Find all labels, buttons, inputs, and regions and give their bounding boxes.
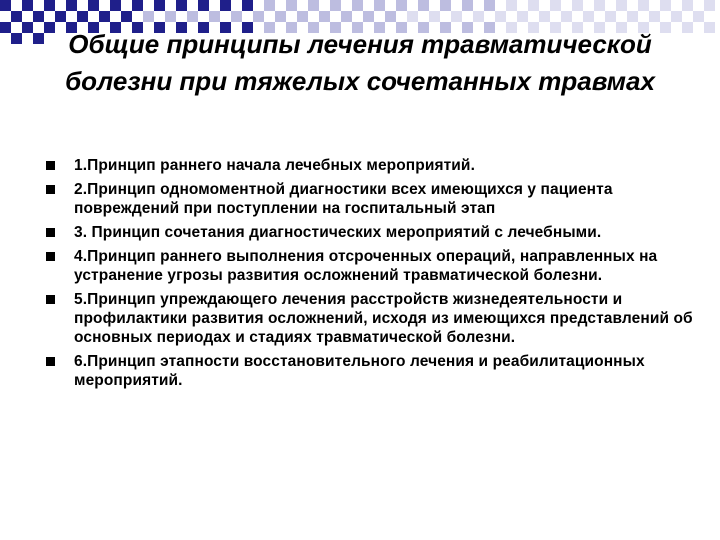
deco-square [275, 11, 286, 22]
deco-square [385, 11, 396, 22]
deco-square [462, 0, 473, 11]
deco-square [0, 22, 11, 33]
deco-square [220, 0, 231, 11]
deco-square [33, 11, 44, 22]
deco-square [627, 11, 638, 22]
bullet-text: 2.Принцип одномоментной диагностики всех имеющихся у пациента повреждений при поступлении на госпитальный этап [74, 181, 613, 217]
deco-square [0, 0, 11, 11]
deco-square [11, 11, 22, 22]
deco-square [154, 0, 165, 11]
deco-square [616, 0, 627, 11]
deco-square [341, 11, 352, 22]
deco-square [517, 11, 528, 22]
deco-square [55, 11, 66, 22]
square-bullet-icon [46, 357, 55, 366]
deco-square [561, 11, 572, 22]
deco-square [110, 0, 121, 11]
bullet-text: 1.Принцип раннего начала лечебных мероприятий. [74, 157, 475, 174]
deco-square [506, 0, 517, 11]
deco-square [638, 0, 649, 11]
square-bullet-icon [46, 252, 55, 261]
bullet-item [46, 180, 696, 218]
deco-square [473, 11, 484, 22]
deco-square [209, 11, 220, 22]
bullet-item [46, 223, 696, 242]
deco-square [682, 0, 693, 11]
square-bullet-icon [46, 228, 55, 237]
deco-square [605, 11, 616, 22]
deco-square [550, 0, 561, 11]
deco-square [440, 0, 451, 11]
deco-square [693, 11, 704, 22]
deco-square [231, 11, 242, 22]
deco-square [253, 11, 264, 22]
deco-square [572, 0, 583, 11]
deco-square [187, 11, 198, 22]
deco-square [121, 11, 132, 22]
deco-square [363, 11, 374, 22]
bullet-text: 6.Принцип этапности восстановительного лечения и реабилитационных мероприятий. [74, 353, 645, 389]
deco-square [264, 0, 275, 11]
bullet-text: 5.Принцип упреждающего лечения расстройств жизнедеятельности и профилактики развития осложнений, исходя из имеющихся представлений об основных периодах и стадиях травматической болезни. [74, 291, 693, 346]
deco-square [528, 0, 539, 11]
bullet-text: 4.Принцип раннего выполнения отсроченных операций, направленных на устранение угрозы развития осложнений травматической болезни. [74, 248, 658, 284]
deco-square [132, 0, 143, 11]
bullet-item [46, 352, 696, 390]
deco-square [44, 0, 55, 11]
deco-square [66, 0, 77, 11]
deco-square [671, 11, 682, 22]
deco-square [352, 0, 363, 11]
bullet-item [46, 247, 696, 285]
deco-square [242, 0, 253, 11]
deco-square [319, 11, 330, 22]
deco-square [374, 0, 385, 11]
bullet-item [46, 156, 696, 175]
slide-title: Общие принципы лечения травматической болезни при тяжелых сочетанных травмах [65, 29, 655, 96]
deco-square [429, 11, 440, 22]
deco-square [165, 11, 176, 22]
bullet-text: 3. Принцип сочетания диагностических мероприятий с лечебными. [74, 224, 602, 241]
deco-square [594, 0, 605, 11]
deco-square [308, 0, 319, 11]
deco-square [418, 0, 429, 11]
deco-square [88, 0, 99, 11]
deco-square [396, 0, 407, 11]
deco-square [660, 0, 671, 11]
deco-square [143, 11, 154, 22]
deco-square [198, 0, 209, 11]
square-bullet-icon [46, 185, 55, 194]
deco-square [649, 11, 660, 22]
deco-square [297, 11, 308, 22]
deco-square [704, 0, 715, 11]
deco-square [484, 0, 495, 11]
deco-square [176, 0, 187, 11]
deco-square [451, 11, 462, 22]
square-bullet-icon [46, 161, 55, 170]
deco-square [99, 11, 110, 22]
deco-square [583, 11, 594, 22]
deco-square [407, 11, 418, 22]
deco-square [286, 0, 297, 11]
bullet-list [46, 156, 696, 395]
deco-square [539, 11, 550, 22]
deco-square [22, 0, 33, 11]
bullet-item [46, 290, 696, 347]
deco-square [77, 11, 88, 22]
square-bullet-icon [46, 295, 55, 304]
deco-square [330, 0, 341, 11]
deco-square [495, 11, 506, 22]
deco-square [704, 22, 715, 33]
